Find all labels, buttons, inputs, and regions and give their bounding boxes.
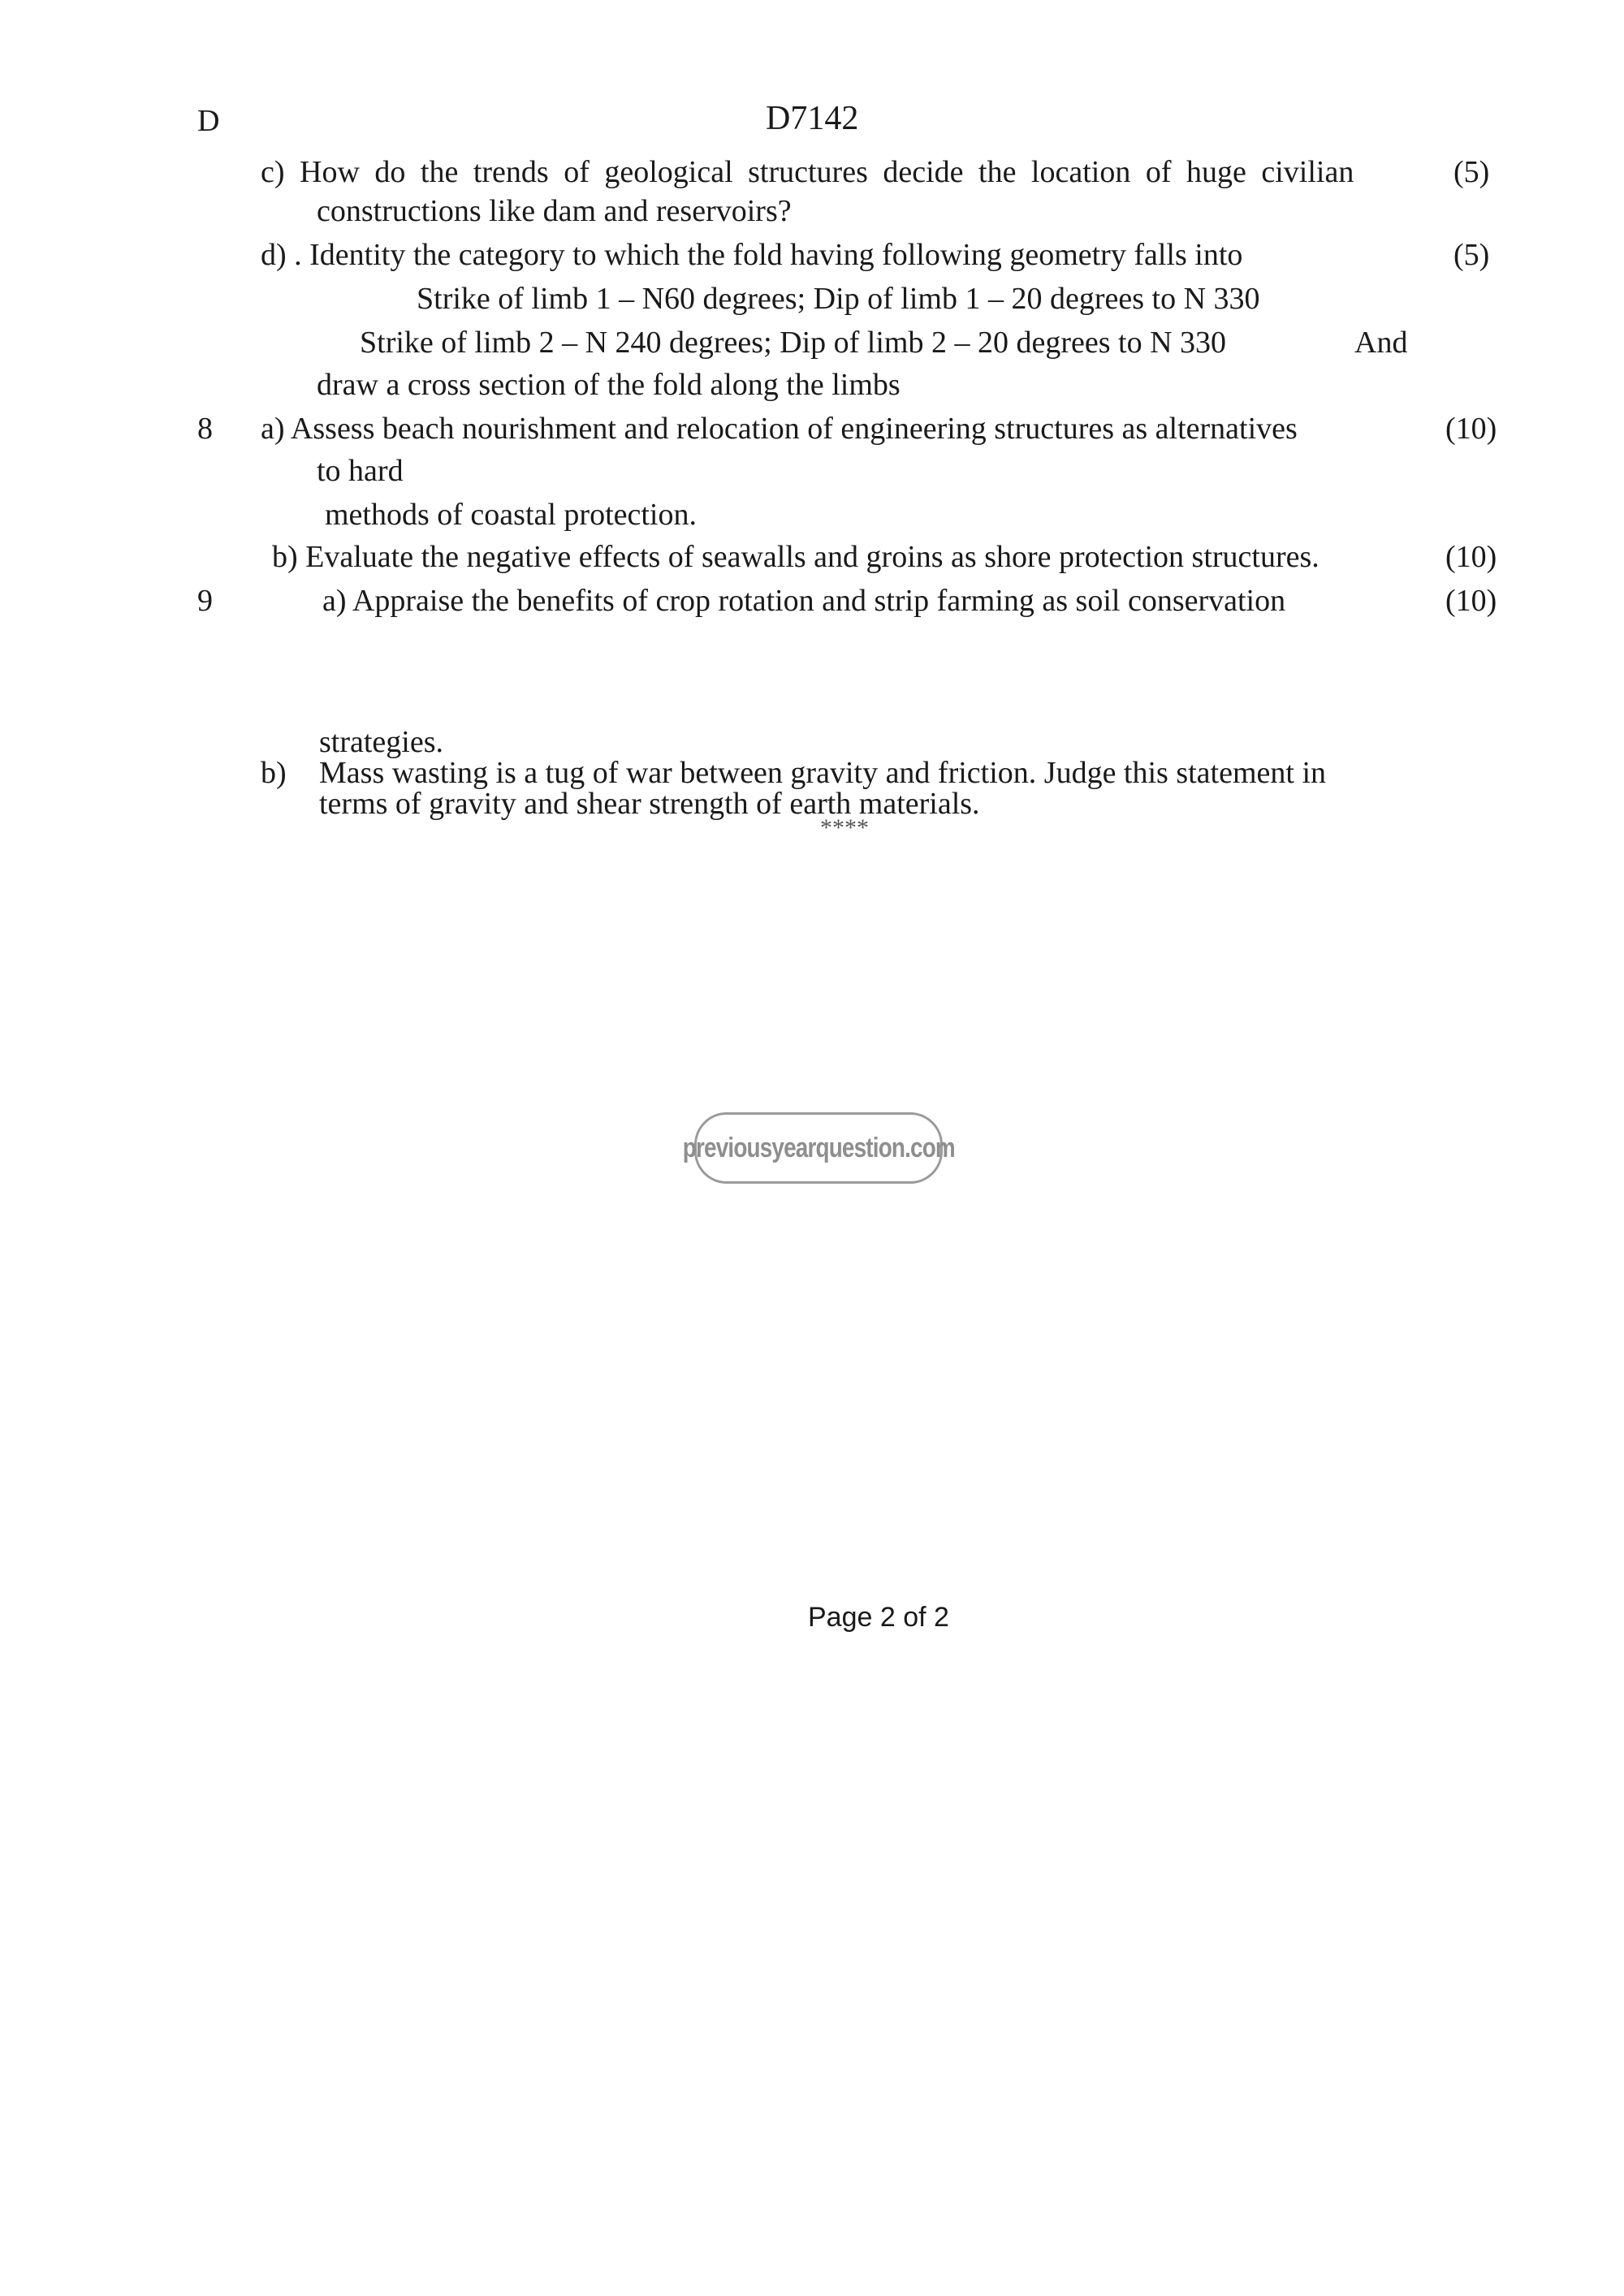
q7c-marks: (5) <box>1453 155 1490 189</box>
q7d-marks: (5) <box>1453 238 1490 272</box>
page-number: Page 2 of 2 <box>808 1602 949 1633</box>
q7c-line-2: constructions like dam and reservoirs? <box>317 194 792 228</box>
q7d-and: And <box>1354 326 1408 360</box>
q9b-line-1: Mass wasting is a tug of war between gravity and friction. Judge this statement in <box>319 756 1327 790</box>
q8a-line-1: a) Assess beach nourishment and relocation of engineering structures as alternatives <box>261 412 1298 446</box>
q8-number: 8 <box>197 412 213 446</box>
q9a-line-2: strategies. <box>319 725 444 759</box>
q9a-line-1: a) Appraise the benefits of crop rotation and strip farming as soil conservation <box>322 584 1286 618</box>
q9b-label: b) <box>261 756 287 790</box>
q9b-line-2: terms of gravity and shear strength of earth materials. <box>319 787 980 821</box>
q9-number: 9 <box>197 584 213 618</box>
end-mark: **** <box>820 814 869 841</box>
q8b-line-1: b) Evaluate the negative effects of seawalls and groins as shore protection structures. <box>272 540 1320 574</box>
paper-code: D7142 <box>766 100 859 137</box>
q8b-marks: (10) <box>1445 540 1497 574</box>
watermark-text: previousyearquestion.com <box>682 1132 955 1163</box>
set-letter: D <box>197 104 220 138</box>
q9a-marks: (10) <box>1445 584 1497 618</box>
q7d-line-3: Strike of limb 2 – N 240 degrees; Dip of limb 2 – 20 degrees to N 330 <box>360 326 1227 360</box>
watermark-logo <box>682 1112 955 1184</box>
q8a-line-2: to hard <box>317 454 404 488</box>
q7d-line-1: d) . Identity the category to which the fold having following geometry falls into <box>261 238 1243 272</box>
q8a-line-3: methods of coastal protection. <box>325 498 697 532</box>
q8a-marks: (10) <box>1445 412 1497 446</box>
q7d-line-2: Strike of limb 1 – N60 degrees; Dip of limb 1 – 20 degrees to N 330 <box>417 282 1260 316</box>
q7d-line-4: draw a cross section of the fold along the limbs <box>317 368 901 402</box>
q7c-line-1: c) How do the trends of geological structures decide the location of huge civilian <box>261 155 1354 189</box>
